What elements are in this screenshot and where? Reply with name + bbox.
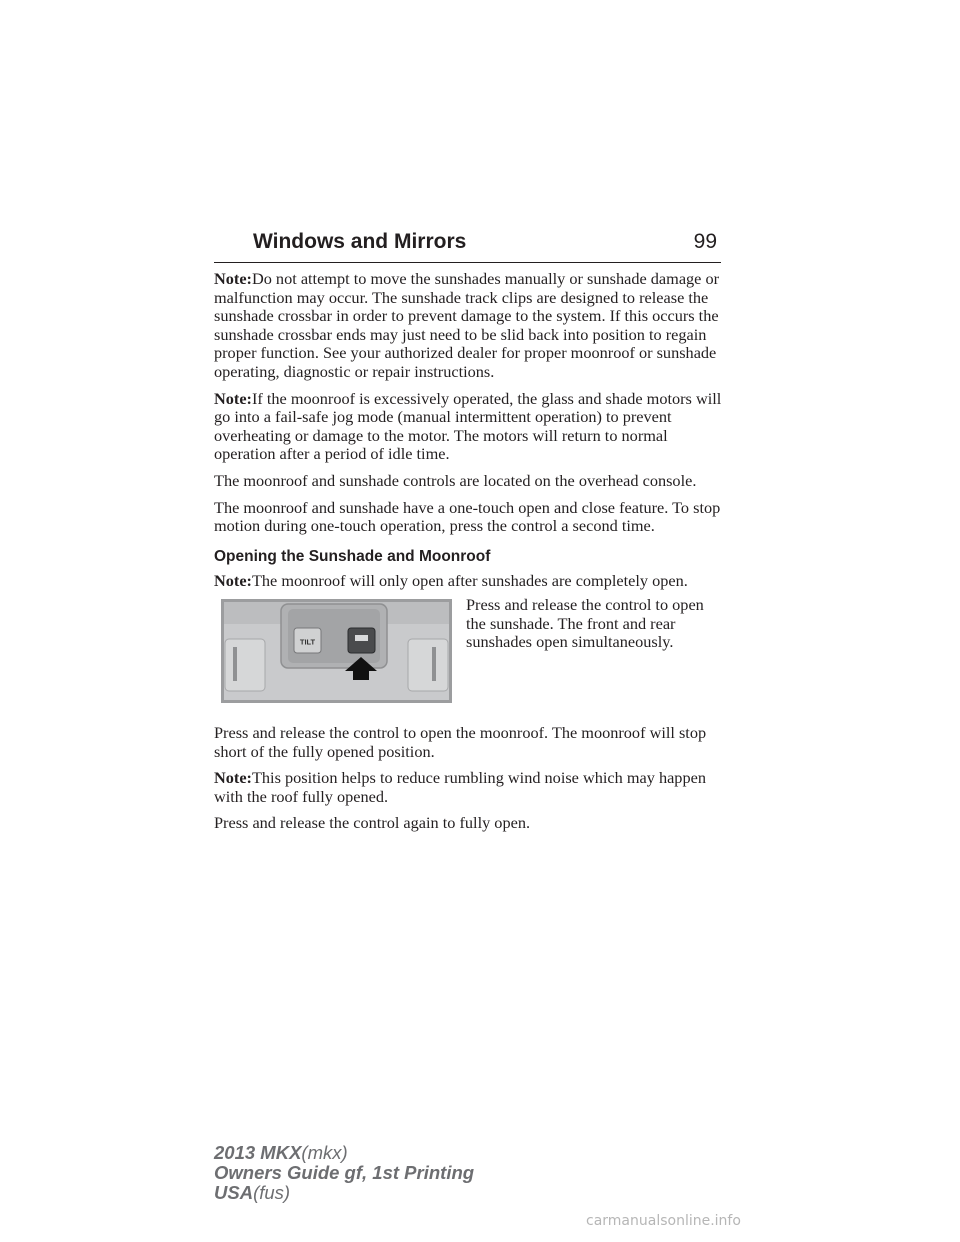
footer-line-market: USA(fus)	[214, 1182, 291, 1203]
section-title: Windows and Mirrors	[253, 230, 467, 253]
paragraph-text: This position helps to reduce rumbling wind noise which may happen with the roof fully opened.	[214, 768, 706, 806]
note-paragraph	[214, 270, 722, 382]
page-number: 99	[693, 230, 717, 253]
paragraph: Press and release the control again to fully open.	[214, 813, 531, 833]
tilt-label-text: TILT	[299, 637, 316, 647]
footer-line-printing: Owners Guide gf, 1st Printing	[214, 1162, 475, 1183]
paragraph-text: Do not attempt to move the sunshades manually or sunshade damage or malfunction may occur. The sunshade track clips are designed to release the sunshade crossbar in order to prevent damage to the system. If this occurs the sunshade crossbar ends may just need to be slid back into position to regain proper function. See your authorized dealer for proper moonroof or sunshade operating, diagnostic or repair instructions.	[214, 269, 720, 381]
watermark: carmanualsonline.info	[586, 1213, 741, 1229]
figure-caption: Press and release the control to open the sunshade. The front and rear sunshades open simultaneously.	[466, 595, 704, 652]
paragraph: Press and release the control to open the moonroof. The moonroof will stop short of the fully opened position.	[214, 723, 707, 761]
note-label: Note:	[214, 570, 252, 590]
note-paragraph	[214, 390, 722, 464]
note-label: Note:	[214, 388, 252, 408]
note-label: Note:	[214, 269, 252, 288]
paragraph-text: If the moonroof is excessively operated, the glass and shade motors will go into a fail-safe jog mode (manual intermittent operation) to prevent overheating or damage to the motor. The motors will return to normal operation after a period of idle time.	[214, 388, 722, 464]
note-paragraph	[214, 769, 722, 806]
section-heading: Opening the Sunshade and Moonroof	[214, 547, 491, 565]
footer-line-model: 2013 MKX(mkx)	[214, 1142, 348, 1163]
paragraph: The moonroof and sunshade controls are located on the overhead console.	[214, 470, 697, 490]
paragraph-text: The moonroof will only open after sunshades are completely open.	[251, 570, 688, 590]
body-upper	[214, 270, 722, 598]
page-header	[214, 228, 721, 263]
body-lower	[214, 724, 722, 841]
page-footer	[214, 1143, 474, 1203]
note-paragraph	[214, 572, 722, 591]
tilt-button-label	[221, 599, 452, 703]
paragraph: The moonroof and sunshade have a one-touch open and close feature. To stop motion during one-touch operation, press the control a second time.	[214, 497, 721, 536]
note-label: Note:	[214, 768, 252, 788]
